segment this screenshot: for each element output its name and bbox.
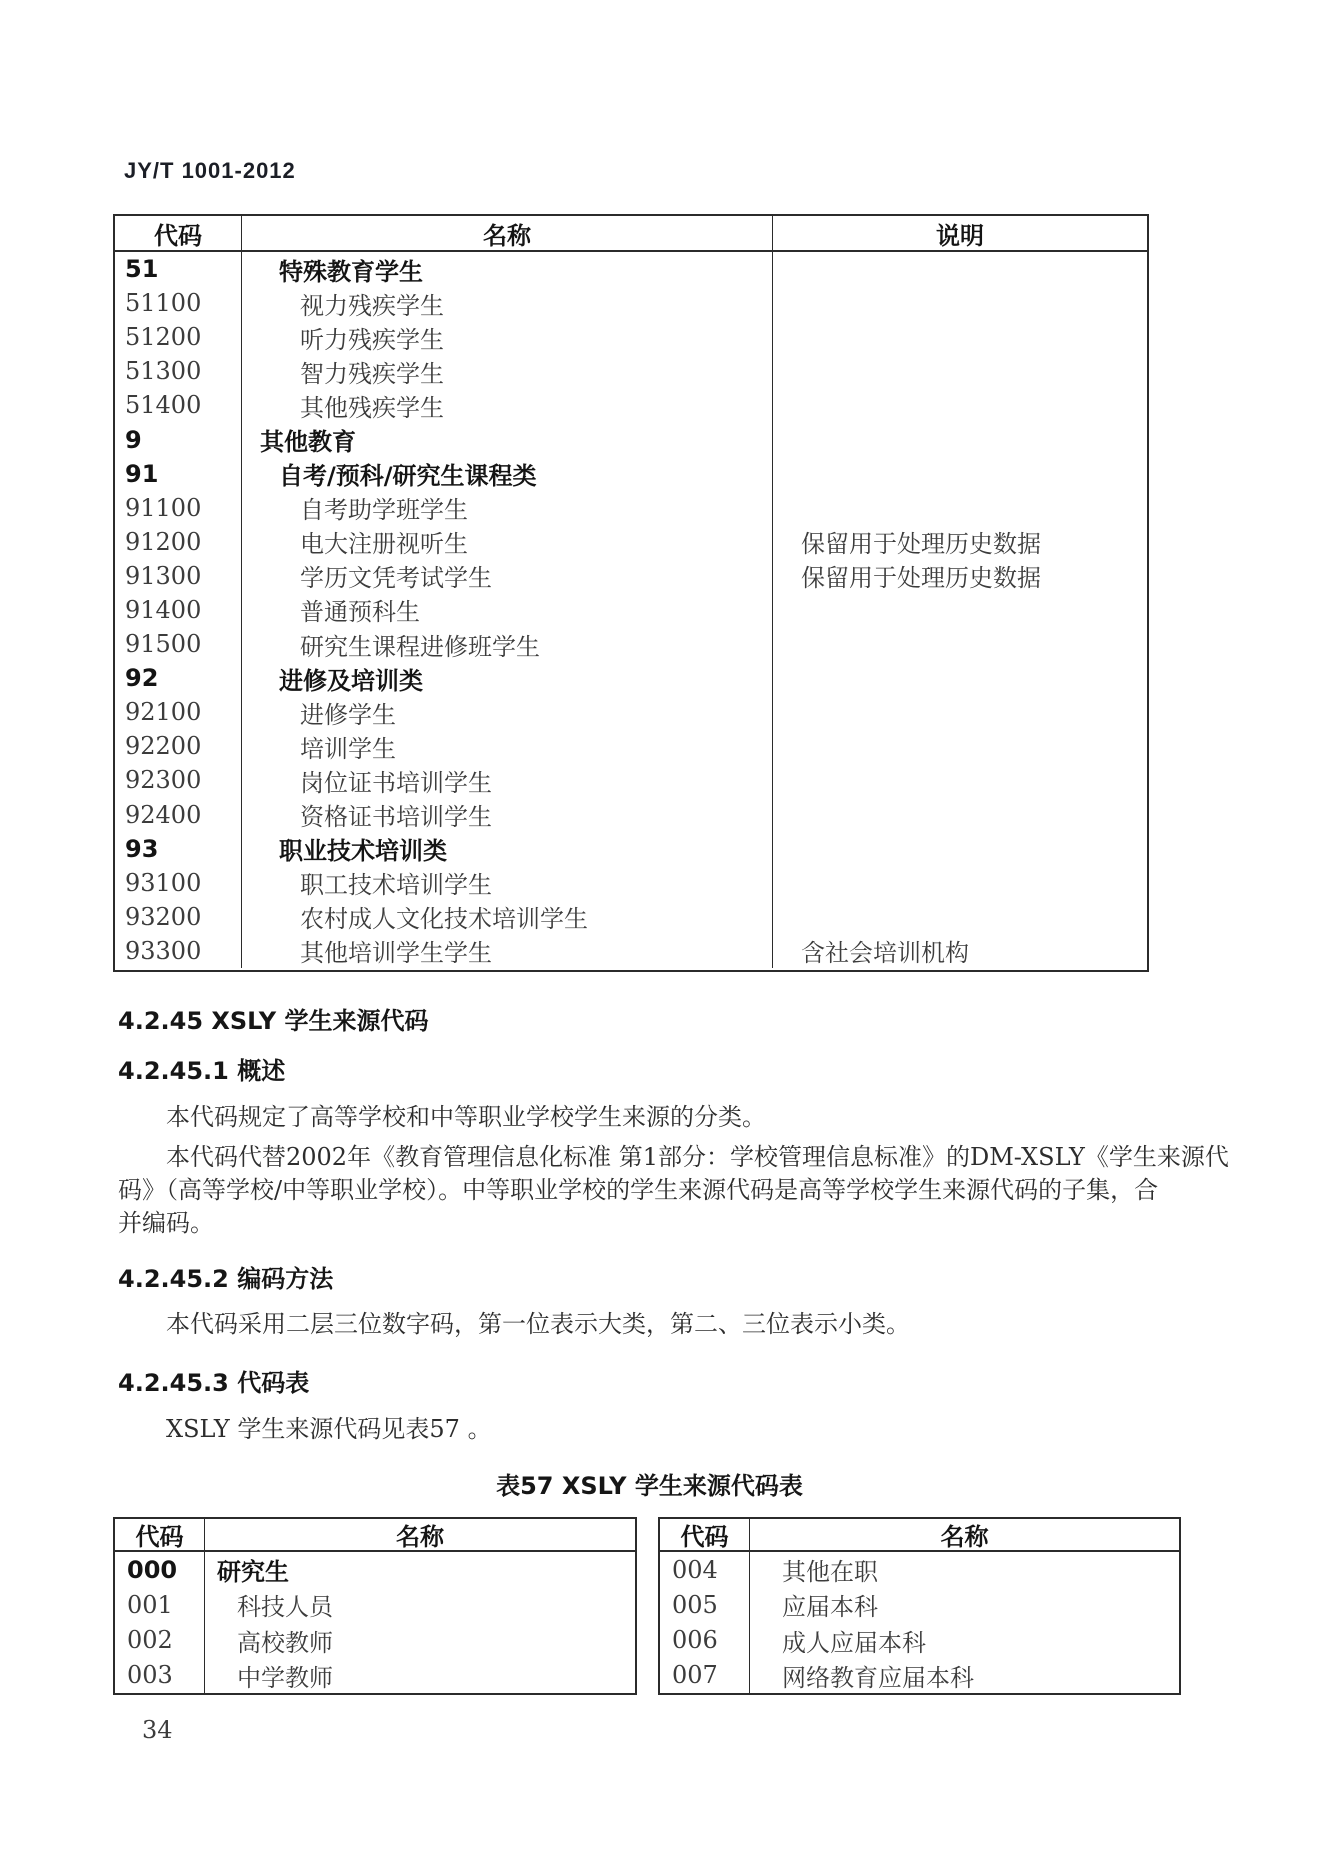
table57-left-body: [115, 1552, 635, 1693]
code-cell: 9: [115, 422, 242, 456]
table-row: [115, 1587, 635, 1622]
code-cell: 51100: [115, 286, 242, 320]
note-cell: [773, 422, 1147, 456]
code-cell: 91: [115, 457, 242, 491]
table-row: [115, 763, 1147, 797]
code-cell: 92300: [115, 763, 242, 797]
code-cell: 002: [115, 1623, 205, 1658]
note-cell: [773, 320, 1147, 354]
name-cell: 其他残疾学生: [242, 388, 773, 422]
name-cell: 其他教育: [242, 422, 773, 456]
code-cell: 93200: [115, 900, 242, 934]
code-cell: 92400: [115, 798, 242, 832]
note-cell: 保留用于处理历史数据: [801, 530, 1041, 559]
code-cell: 004: [660, 1552, 750, 1587]
code-cell: 92100: [115, 695, 242, 729]
paragraph-line: 码》（高等学校/中等职业学校）。中等职业学校的学生来源代码是高等学校学生来源代码的子集，合: [118, 1176, 1159, 1204]
note-cell: [773, 661, 1147, 695]
name-cell: 智力残疾学生: [242, 354, 773, 388]
name-cell: 职工技术培训学生: [242, 866, 773, 900]
table-row: [115, 1623, 635, 1658]
code-cell: 91400: [115, 593, 242, 627]
code-cell: 92200: [115, 729, 242, 763]
doc-standard-number: JY/T 1001-2012: [124, 158, 296, 183]
paragraph-line: 本代码代替2002年《教育管理信息化标准 第1部分：学校管理信息标准》的DM-XSLY《学生来源代: [166, 1143, 1229, 1171]
name-cell: 普通预科生: [242, 593, 773, 627]
header-cell-code: 代码: [660, 1519, 750, 1550]
note-cell: [773, 729, 1147, 763]
code-cell: 51: [115, 252, 242, 286]
section-heading-4-2-45: 4.2.45 XSLY 学生来源代码: [118, 1007, 429, 1035]
table57-left: [113, 1517, 637, 1695]
main-code-table: [113, 214, 1149, 972]
code-cell: 91200: [115, 525, 242, 559]
table-row: [115, 354, 1147, 388]
paragraph-overview-2: [118, 1141, 1229, 1240]
table-row: [115, 798, 1147, 832]
table-row: [660, 1658, 1179, 1693]
table-row: [115, 286, 1147, 320]
note-cell: [773, 798, 1147, 832]
code-cell: 001: [115, 1587, 205, 1622]
name-cell: 学历文凭考试学生: [242, 559, 773, 593]
main-table-body: [115, 252, 1147, 968]
code-cell: 006: [660, 1623, 750, 1658]
name-cell: 农村成人文化技术培训学生: [242, 900, 773, 934]
section-heading-4-2-45-2: 4.2.45.2 编码方法: [118, 1265, 334, 1293]
header-cell-name: 名称: [396, 1523, 444, 1551]
name-cell: 自考/预科/研究生课程类: [242, 457, 773, 491]
code-cell: 000: [115, 1552, 205, 1587]
table-row: [115, 457, 1147, 491]
table-row: [115, 627, 1147, 661]
name-cell: 其他在职: [782, 1558, 878, 1587]
table-row: [115, 934, 1147, 968]
table-row: [660, 1623, 1179, 1658]
note-cell: [773, 457, 1147, 491]
note-cell: [773, 388, 1147, 422]
header-cell-name: 名称: [940, 1523, 989, 1551]
name-cell: 科技人员: [237, 1593, 333, 1622]
code-cell: 51300: [115, 354, 242, 388]
table-row: [115, 729, 1147, 763]
table-row: [115, 593, 1147, 627]
name-cell: 网络教育应届本科: [782, 1663, 974, 1692]
name-cell: 研究生课程进修班学生: [242, 627, 773, 661]
table-row: [115, 320, 1147, 354]
name-cell: 成人应届本科: [782, 1628, 926, 1657]
table-row: [660, 1587, 1179, 1622]
header-cell-name: 名称: [242, 216, 773, 250]
code-cell: 005: [660, 1587, 750, 1622]
section-heading-4-2-45-3: 4.2.45.3 代码表: [118, 1369, 310, 1397]
code-cell: 93: [115, 832, 242, 866]
note-cell: 含社会培训机构: [801, 939, 969, 968]
name-cell: 进修及培训类: [242, 661, 773, 695]
header-cell-code: 代码: [115, 216, 242, 250]
name-cell: 高校教师: [237, 1628, 333, 1657]
name-cell: 特殊教育学生: [242, 252, 773, 286]
note-cell: [773, 491, 1147, 525]
paragraph-line: 并编码。: [118, 1209, 214, 1237]
note-cell: [773, 866, 1147, 900]
section-heading-4-2-45-1: 4.2.45.1 概述: [118, 1057, 286, 1085]
table-row: [115, 388, 1147, 422]
page-number: 34: [142, 1716, 173, 1744]
name-cell: 应届本科: [782, 1593, 878, 1622]
code-cell: 51200: [115, 320, 242, 354]
name-cell: 进修学生: [242, 695, 773, 729]
header-cell-note: 说明: [936, 221, 984, 250]
code-cell: 51400: [115, 388, 242, 422]
table57-left-header-row: [115, 1519, 635, 1552]
code-cell: 93100: [115, 866, 242, 900]
note-cell: [773, 832, 1147, 866]
name-cell: 视力残疾学生: [242, 286, 773, 320]
name-cell: 研究生: [217, 1558, 289, 1587]
main-table-header-row: [115, 216, 1147, 252]
code-cell: 91100: [115, 491, 242, 525]
note-cell: 保留用于处理历史数据: [801, 564, 1041, 593]
paragraph-overview-1: 本代码规定了高等学校和中等职业学校学生来源的分类。: [166, 1103, 766, 1131]
note-cell: [773, 627, 1147, 661]
table-row: [115, 1552, 635, 1587]
name-cell: 听力残疾学生: [242, 320, 773, 354]
note-cell: [773, 252, 1147, 286]
name-cell: 职业技术培训类: [242, 832, 773, 866]
note-cell: [773, 763, 1147, 797]
note-cell: [773, 354, 1147, 388]
name-cell: 培训学生: [242, 729, 773, 763]
name-cell: 自考助学班学生: [242, 491, 773, 525]
table-row: [115, 695, 1147, 729]
table-row: [115, 661, 1147, 695]
name-cell: 其他培训学生学生: [242, 934, 773, 968]
code-cell: 92: [115, 661, 242, 695]
name-cell: 岗位证书培训学生: [242, 763, 773, 797]
code-cell: 007: [660, 1658, 750, 1693]
header-cell-code: 代码: [115, 1519, 205, 1550]
code-cell: 93300: [115, 934, 242, 968]
table-row: [115, 491, 1147, 525]
name-cell: 电大注册视听生: [242, 525, 773, 559]
table-row: [115, 559, 1147, 593]
code-cell: 91500: [115, 627, 242, 661]
table-row: [115, 252, 1147, 286]
table57-right: [658, 1517, 1181, 1695]
table-row: [115, 1658, 635, 1693]
table57-right-body: [660, 1552, 1179, 1693]
code-cell: 91300: [115, 559, 242, 593]
table-row: [115, 422, 1147, 456]
code-cell: 003: [115, 1658, 205, 1693]
table57-right-header-row: [660, 1519, 1179, 1552]
table-row: [660, 1552, 1179, 1587]
name-cell: 资格证书培训学生: [242, 798, 773, 832]
paragraph-see-table57: XSLY 学生来源代码见表57 。: [166, 1415, 492, 1443]
table-row: [115, 832, 1147, 866]
paragraph-coding-method: 本代码采用二层三位数字码，第一位表示大类，第二、三位表示小类。: [166, 1310, 910, 1338]
table-row: [115, 866, 1147, 900]
note-cell: [773, 286, 1147, 320]
note-cell: [773, 900, 1147, 934]
table-row: [115, 525, 1147, 559]
table-row: [115, 900, 1147, 934]
table57-caption: 表57 XSLY 学生来源代码表: [496, 1472, 803, 1500]
note-cell: [773, 593, 1147, 627]
name-cell: 中学教师: [237, 1663, 333, 1692]
note-cell: [773, 695, 1147, 729]
